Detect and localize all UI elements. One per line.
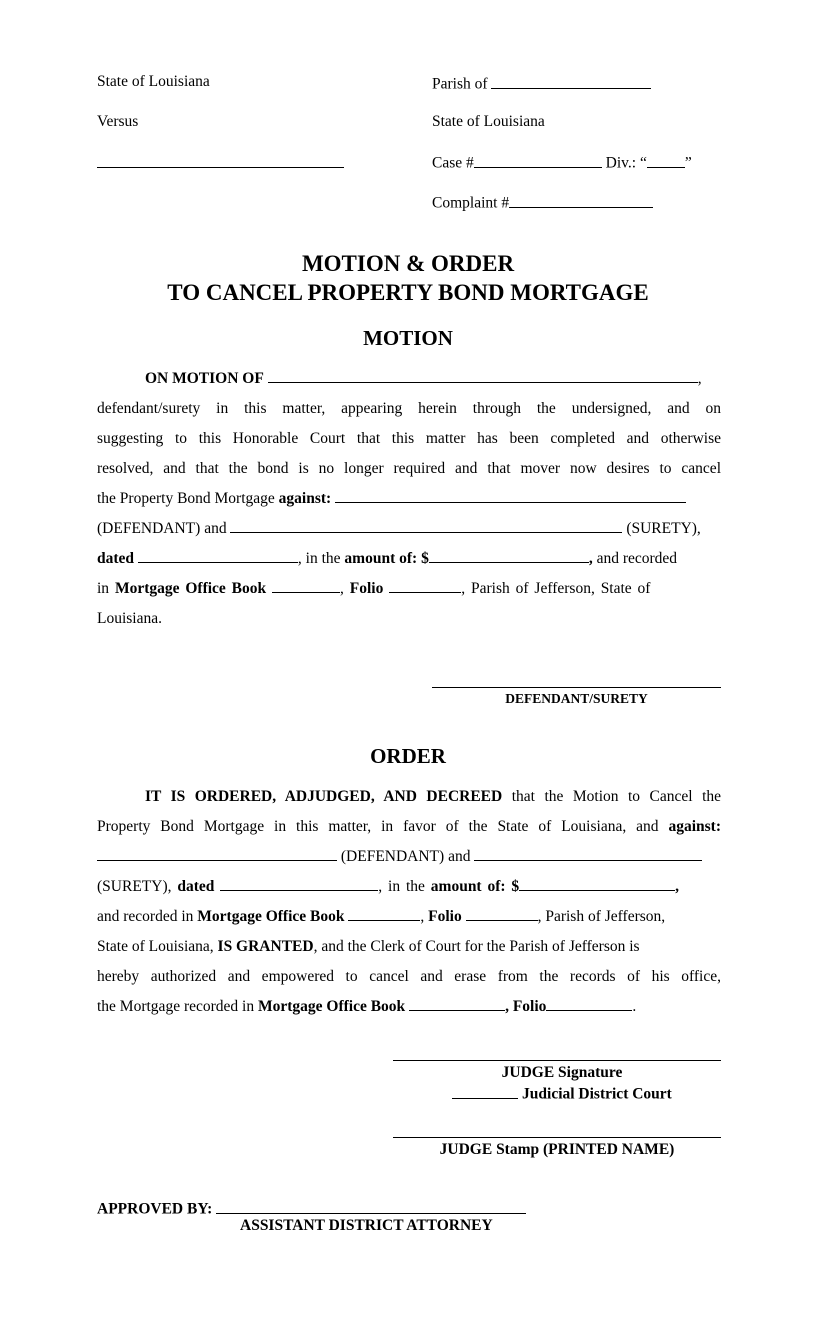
comma-bold: , — [588, 550, 593, 567]
complaint-blank[interactable] — [509, 192, 653, 208]
order-folio-blank-2[interactable] — [546, 995, 632, 1011]
order-book-blank-2[interactable] — [409, 995, 505, 1011]
defendant-and-label: (DEFENDANT) and — [97, 520, 227, 537]
motion-line-5 — [97, 484, 721, 514]
period: . — [632, 998, 637, 1015]
order-defendant-blank[interactable] — [97, 845, 337, 861]
surety-blank[interactable] — [230, 517, 622, 533]
judge-stamp-label: JUDGE Stamp (PRINTED NAME) — [439, 1141, 675, 1158]
amount-label: amount of: — [344, 550, 418, 567]
order-line-5: and recorded in Mortgage Office Book , Folio , Parish of Jefferson, — [97, 902, 721, 932]
order-line-1 — [97, 782, 721, 812]
order-line-3 — [97, 842, 721, 872]
order-mob-label: Mortgage Office Book — [197, 908, 345, 925]
judge-signature-line[interactable] — [393, 1060, 721, 1061]
div-open-quote: “ — [639, 154, 647, 172]
defendant-signature-line[interactable] — [432, 687, 721, 688]
on-motion-of: ON MOTION OF — [145, 370, 264, 387]
order-dollar: $ — [511, 878, 520, 895]
div-label: Div.: — [605, 154, 637, 172]
district-number-blank[interactable] — [452, 1083, 518, 1099]
order-line-6 — [97, 932, 721, 962]
is-granted-label: IS GRANTED — [217, 938, 314, 955]
ordered-label: IT IS ORDERED, ADJUDGED, AND DECREED — [145, 788, 503, 805]
in-label: in — [97, 580, 110, 597]
motion-heading: MOTION — [363, 326, 453, 350]
order-in-the: , in the — [378, 878, 425, 895]
comma: , — [697, 370, 702, 387]
header-case — [432, 152, 692, 173]
order-line2-text: Property Bond Mortgage in this matter, in favor of the State of Louisiana, and — [97, 818, 659, 835]
approved-by — [97, 1198, 526, 1219]
parish-blank[interactable] — [491, 73, 651, 89]
defendant-signature-label: DEFENDANT/SURETY — [505, 691, 648, 706]
header-state-left: State of Louisiana — [97, 73, 210, 90]
clerk-text: , and the Clerk of Court for the Parish of Jefferson is — [313, 938, 640, 955]
header-versus: Versus — [97, 113, 139, 130]
motion-line-8: in Mortgage Office Book , Folio , Parish of Jefferson, State of — [97, 574, 721, 604]
header-state-right: State of Louisiana — [432, 113, 545, 130]
order-surety-blank[interactable] — [474, 845, 702, 861]
motion-line-4: resolved, and that the bond is no longer required and that mover now desires to cancel — [97, 460, 721, 477]
order-folio-label: Folio — [428, 908, 462, 925]
line5-text: the Property Bond Mortgage — [97, 490, 275, 507]
order-state-label: State of Louisiana, — [97, 938, 214, 955]
order-paragraph — [97, 782, 721, 1022]
order-recorded-in: and recorded in — [97, 908, 194, 925]
motion-line-3: suggesting to this Honorable Court that this matter has been completed and otherwise — [97, 430, 721, 447]
ada-label: ASSISTANT DISTRICT ATTORNEY — [240, 1217, 493, 1234]
order-line1-text: that the Motion to Cancel the — [511, 788, 722, 805]
order-comma: , — [675, 878, 680, 895]
header-parish — [432, 73, 651, 94]
order-folio-label-2: Folio — [512, 998, 547, 1015]
parish-state-label: , Parish of Jefferson, State of — [461, 580, 651, 597]
folio-label: Folio — [349, 580, 384, 597]
case-blank[interactable] — [474, 152, 602, 168]
judicial-district-line — [393, 1083, 731, 1104]
mob-label: Mortgage Office Book — [114, 580, 267, 597]
motion-line-6 — [97, 514, 721, 544]
order-line-4 — [97, 872, 721, 902]
approved-by-label: APPROVED BY: — [97, 1200, 213, 1218]
header-complaint — [432, 192, 653, 213]
order-mob-label-2: Mortgage Office Book — [257, 998, 406, 1015]
and-recorded-label: and recorded — [596, 550, 678, 567]
order-line8-text: the Mortgage recorded in — [97, 998, 255, 1015]
div-close-quote: ” — [684, 154, 692, 172]
against-label: against: — [278, 490, 332, 507]
order-line-7: hereby authorized and empowered to cancel and erase from the records of his office, — [97, 968, 721, 985]
defendant-blank[interactable] — [335, 487, 686, 503]
order-dated-blank[interactable] — [220, 875, 378, 891]
parish-label: Parish of — [432, 75, 488, 93]
div-blank[interactable] — [647, 152, 685, 168]
folio-blank[interactable] — [389, 577, 461, 593]
title-line-1: MOTION & ORDER — [301, 251, 515, 276]
in-the-label: , in the — [297, 550, 341, 567]
order-line-8: the Mortgage recorded in Mortgage Office Book , Folio . — [97, 992, 721, 1022]
order-book-blank[interactable] — [348, 905, 420, 921]
judicial-district-label: Judicial District Court — [522, 1085, 672, 1103]
judge-stamp-line[interactable] — [393, 1137, 721, 1138]
judge-signature-label: JUDGE Signature — [501, 1064, 623, 1081]
order-folio-blank[interactable] — [466, 905, 538, 921]
motion-paragraph — [97, 364, 721, 634]
order-heading: ORDER — [370, 744, 446, 768]
approved-by-blank[interactable] — [216, 1198, 526, 1214]
title-line-2: TO CANCEL PROPERTY BOND MORTGAGE — [167, 280, 649, 305]
dated-label: dated — [97, 550, 135, 567]
header-party-blank[interactable] — [97, 152, 344, 173]
dated-blank[interactable] — [138, 547, 298, 563]
order-parish-label: , Parish of Jefferson, — [537, 908, 666, 925]
amount-blank[interactable] — [429, 547, 589, 563]
dollar-sign: $ — [421, 550, 429, 567]
book-blank[interactable] — [272, 577, 340, 593]
mover-blank[interactable] — [268, 367, 698, 383]
order-surety-label: (SURETY), — [97, 878, 172, 895]
motion-line-7 — [97, 544, 721, 574]
order-line-2 — [97, 812, 721, 842]
motion-line-9: Louisiana. — [97, 610, 162, 627]
complaint-label: Complaint # — [432, 194, 510, 212]
order-amount-label: amount of: — [430, 878, 506, 895]
order-against-label: against: — [668, 818, 721, 835]
case-label: Case # — [432, 154, 474, 172]
surety-label: (SURETY), — [626, 520, 701, 537]
motion-line-1 — [97, 364, 721, 394]
order-amount-blank[interactable] — [519, 875, 675, 891]
order-defendant-and: (DEFENDANT) and — [340, 848, 471, 865]
order-dated-label: dated — [177, 878, 215, 895]
motion-line-2: defendant/surety in this matter, appearing herein through the undersigned, and on — [97, 400, 721, 417]
